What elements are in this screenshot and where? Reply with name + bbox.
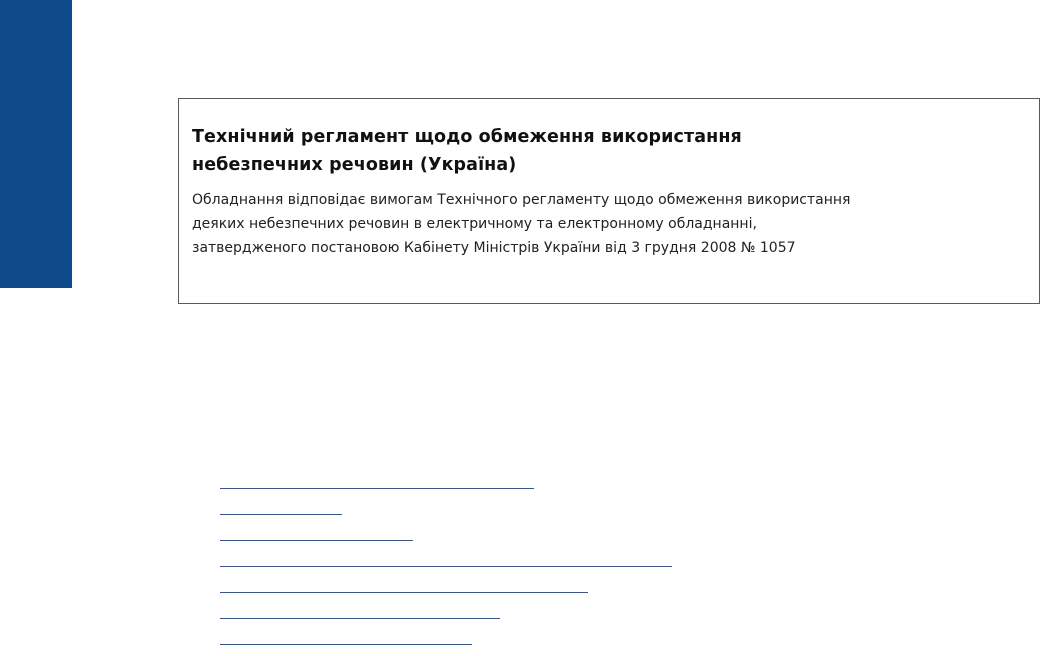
link-2[interactable] bbox=[220, 514, 342, 515]
notice-title bbox=[192, 123, 1025, 179]
link-1[interactable] bbox=[220, 488, 534, 489]
link-5[interactable] bbox=[220, 592, 588, 593]
notice-title-line-1: Технічний регламент щодо обмеження використання bbox=[192, 127, 742, 147]
link-4[interactable] bbox=[220, 566, 672, 567]
link-7[interactable] bbox=[220, 644, 472, 645]
notice-title-line-2: небезпечних речовин (Україна) bbox=[192, 155, 517, 175]
notice-body-line-3: затвердженого постановою Кабінету Міністрів України від 3 грудня 2008 № 1057 bbox=[192, 240, 796, 256]
section-side-tab bbox=[0, 0, 72, 288]
notice-body-line-2: деяких небезпечних речовин в електричному та електронному обладнанні, bbox=[192, 216, 757, 232]
link-6[interactable] bbox=[220, 618, 500, 619]
notice-body-line-1: Обладнання відповідає вимогам Технічного регламенту щодо обмеження використання bbox=[192, 192, 851, 208]
link-3[interactable] bbox=[220, 540, 413, 541]
regulatory-notice-box bbox=[178, 98, 1040, 304]
notice-body bbox=[192, 188, 1025, 260]
